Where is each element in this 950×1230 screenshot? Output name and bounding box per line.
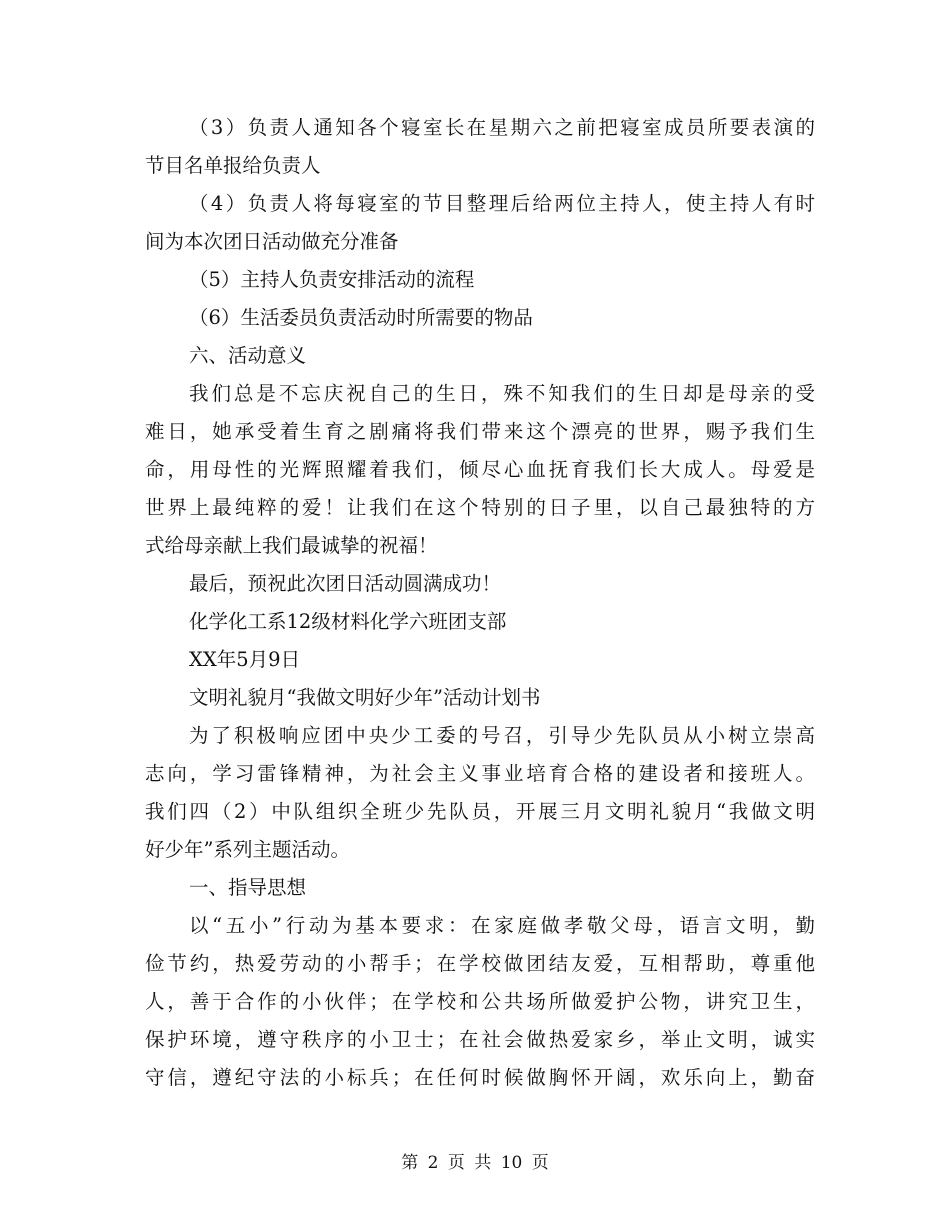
page-number-footer: 第 2 页 共 10 页	[401, 1153, 549, 1173]
text-line: （6）生活委员负责活动时所需要的物品	[189, 306, 533, 329]
text-line: 俭节约，热爱劳动的小帮手；在学校做团结友爱，互相帮助，尊重他	[145, 952, 815, 975]
text-line: 保护环境，遵守秩序的小卫士；在社会做热爱家乡，举止文明，诚实	[145, 1028, 815, 1051]
text-line: （4）负责人将每寝室的节目整理后给两位主持人，使主持人有时	[189, 192, 815, 215]
text-line: 我们总是不忘庆祝自己的生日，殊不知我们的生日却是母亲的受	[189, 382, 815, 405]
text-line: 难日，她承受着生育之剧痛将我们带来这个漂亮的世界，赐予我们生	[145, 420, 815, 443]
text-line: 式给母亲献上我们最诚挚的祝福！	[145, 534, 438, 557]
text-line: 我们四（2）中队组织全班少先队员，开展三月文明礼貌月“我做文明	[145, 800, 815, 823]
document-title: 文明礼貌月“我做文明好少年”活动计划书	[189, 686, 541, 709]
text-line: 守信，遵纪守法的小标兵；在任何时候做胸怀开阔，欢乐向上，勤奋	[145, 1066, 815, 1089]
text-line: 人，善于合作的小伙伴；在学校和公共场所做爱护公物，讲究卫生，	[145, 990, 815, 1013]
signature-date: XX年5月9日	[189, 648, 301, 671]
text-line: 好少年”系列主题活动。	[145, 838, 350, 861]
text-line: 为了积极响应团中央少工委的号召，引导少先队员从小树立崇高	[189, 724, 815, 747]
text-line: （3）负责人通知各个寝室长在星期六之前把寝室成员所要表演的	[189, 116, 815, 139]
text-line: 节目名单报给负责人	[145, 154, 321, 177]
text-line: （5）主持人负责安排活动的流程	[189, 268, 475, 291]
text-line: 间为本次团日活动做充分准备	[145, 230, 399, 253]
section-heading: 一、指导思想	[189, 876, 307, 899]
text-line: 命，用母性的光辉照耀着我们，倾尽心血抚育我们长大成人。母爱是	[145, 458, 815, 481]
section-heading: 六、活动意义	[189, 344, 307, 367]
text-line: 世界上最纯粹的爱！让我们在这个特别的日子里，以自己最独特的方	[145, 496, 815, 519]
text-line: 以“五小”行动为基本要求：在家庭做孝敬父母，语言文明，勤	[189, 914, 815, 937]
text-line: 志向，学习雷锋精神，为社会主义事业培育合格的建设者和接班人。	[145, 762, 815, 785]
text-line: 最后，预祝此次团日活动圆满成功！	[189, 572, 502, 595]
signature-org: 化学化工系12级材料化学六班团支部	[189, 610, 507, 633]
